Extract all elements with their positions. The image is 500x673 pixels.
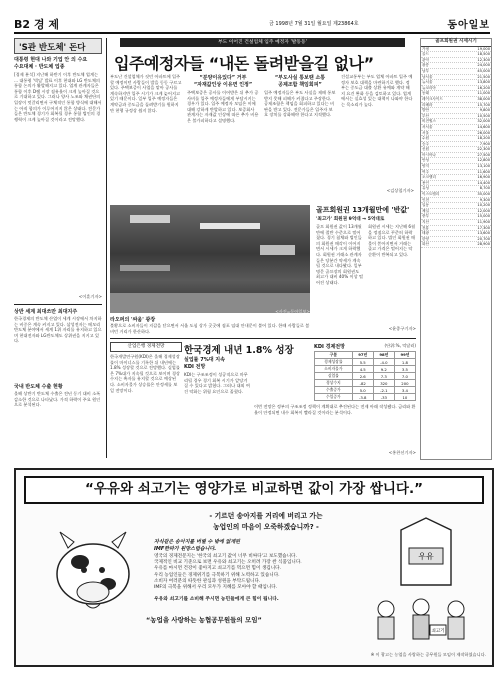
left-headline: 'S관 반도체' 돈다 xyxy=(19,43,86,53)
market-course-name: 부산 xyxy=(422,113,429,118)
photo-caption: 불황으로 소비자들이 지갑을 닫으면서 서울 도심 상가 곳곳에 점포 임대 안내문이 붙어 있다. 한때 사람들로 붐비던 거리가 한산하다. xyxy=(110,323,310,334)
market-course-name: 관악 xyxy=(422,57,429,62)
table-row xyxy=(315,380,416,387)
table-cell: 1.8 xyxy=(394,359,415,366)
market-course-name: 동래 xyxy=(422,91,429,96)
table-cell: 9.2 xyxy=(373,366,394,373)
market-price: 16,200 xyxy=(477,85,490,90)
economy-subhead: 실업률 7%대 지속 xyxy=(184,357,225,363)
market-course-name: 신원 xyxy=(422,147,429,152)
market-course-name: 태광 xyxy=(422,231,429,236)
farmers-illustration xyxy=(366,595,481,650)
table-cell: 4.5 xyxy=(352,366,373,373)
table-cell: 5.0 xyxy=(352,387,373,394)
top-story-col3: 입주 예정자들은 부도 사실을 제때 통보받지 못해 피해가 커졌다고 주장한다. 공제조합은 책임을 회피하고 있다는 비판을 받고 있다. 전문가들은 입주자 보호 장치를 강화해야 한다고 지적했다. xyxy=(264,90,336,118)
table-cell: -2.1 xyxy=(373,387,394,394)
left-byline: <이훈기자> xyxy=(78,294,102,299)
market-price: 9,300 xyxy=(479,197,490,202)
market-course-name: 남서울 xyxy=(422,74,433,79)
table-cell: 수입증가 xyxy=(315,394,353,401)
ad-footer: ※ 이 광고는 농업을 사랑하는 공무원들 모임이 제작하였습니다. xyxy=(370,652,486,657)
table-header-cell: 구분 xyxy=(315,352,353,359)
market-price: 27,500 xyxy=(477,152,490,157)
ad-slogan: “농업을 사랑하는 농협공무원들의 모임” xyxy=(146,616,262,624)
ad-sub-2: 농업인의 마음이 오죽하겠습니까? - xyxy=(213,523,319,531)
market-course-name: 일동 xyxy=(422,203,429,208)
market-course-name: 용인 xyxy=(422,180,429,185)
left-subhead-1: 대통령 현대 나와 기업 안 의 수요 xyxy=(14,57,88,63)
table-cell: 소비자물가 xyxy=(315,366,353,373)
left-box2-title: 국내 반도체 수출 현황 xyxy=(14,384,63,390)
market-price: 22,300 xyxy=(477,147,490,152)
milk-beef-ad xyxy=(14,468,494,667)
market-price: 11,600 xyxy=(477,169,490,174)
table-cell: 실업률 xyxy=(315,373,353,380)
market-course-name: 아시아나 xyxy=(422,152,436,157)
table-header-cell: 99년 xyxy=(394,352,415,359)
market-price: 15,000 xyxy=(477,214,490,219)
market-price: 13,800 xyxy=(477,80,490,85)
market-price: 26,000 xyxy=(477,130,490,135)
photo-sign xyxy=(260,245,295,255)
ad-body-line: 소비자 여러분의 따뜻한 관심과 성원을 부탁드립니다. xyxy=(154,578,261,584)
economy-label: 산업은행 경제전망 xyxy=(110,342,182,352)
market-rows xyxy=(421,47,491,248)
cow-illustration xyxy=(38,512,148,622)
table-header-cell: 97년 xyxy=(352,352,373,359)
market-price: 21,500 xyxy=(477,74,490,79)
photo-caption-title: 라오퍼의 '싸움' 광장 xyxy=(110,317,156,323)
table-header xyxy=(315,352,416,359)
farmer-body xyxy=(378,617,394,639)
ad-emphasis-2: IMF한파가 원망스럽습니다. xyxy=(154,546,217,552)
market-price: 18,200 xyxy=(477,136,490,141)
market-course-name: 발안 xyxy=(422,108,429,113)
market-price: 28,900 xyxy=(477,242,490,247)
table-cell: 수출증가 xyxy=(315,387,353,394)
golf-headline: 골프회원권 13개월만에 '반값' xyxy=(316,206,410,214)
ad-body xyxy=(154,554,354,591)
market-price: 35,000 xyxy=(477,192,490,197)
market-course-name: 양지 xyxy=(422,164,429,169)
market-price: 15,700 xyxy=(477,102,490,107)
table-cell: -82 xyxy=(352,380,373,387)
table-cell: 5.5 xyxy=(352,359,373,366)
economy-subhead-2: KDI 전망 xyxy=(184,364,206,370)
market-course-name: 리베라 xyxy=(422,102,433,107)
farmer-head xyxy=(448,601,464,617)
table-cell: 320 xyxy=(373,380,394,387)
column-rule xyxy=(106,38,107,458)
market-course-name: 유성 xyxy=(422,186,429,191)
market-price: 18,500 xyxy=(477,52,490,57)
top-story-sub-b: “부도사실 통보땐 소통 xyxy=(274,75,326,81)
photo-sign xyxy=(120,265,170,271)
market-price: 11,900 xyxy=(477,220,490,224)
page-number: B2 경 제 xyxy=(14,18,59,31)
top-story-byline: <김상철기자> xyxy=(386,188,414,193)
market-course-name: 제일 xyxy=(422,208,429,213)
market-price: 12,800 xyxy=(477,158,490,163)
farmer-head xyxy=(413,599,429,615)
market-course-name: 골드 xyxy=(422,52,429,57)
market-price: 45,000 xyxy=(477,68,490,73)
market-course-name: 한양 xyxy=(422,236,429,241)
street-photo xyxy=(110,205,310,313)
issue-date: 금 1998년 7월 31일 월요일 제23864호 xyxy=(269,21,359,27)
market-course-name: 인천 xyxy=(422,197,429,202)
top-story-sub-a2: “자재값인상 이유면 인정” xyxy=(193,82,253,88)
table-row xyxy=(315,394,416,401)
page-header xyxy=(14,14,490,34)
golf-body: 골프 회원권 값이 13개월 만에 절반 수준으로 떨어졌다. 경기 침체와 법인들의 회원권 매각이 이어지면서 시세가 크게 하락했다. 회원권 거래소 관계자들은 당분간 약세가 계속될 것으로 내다봤다. 일부 명문 골프장의 회원권도 최고가 대비 40% 이상 떨어진 상태다. xyxy=(316,224,363,285)
market-course-name: 중부 xyxy=(422,214,429,219)
market-course-name: 레이크사이드 xyxy=(422,96,443,101)
market-course-name: 가평 xyxy=(422,46,429,51)
farmer-body xyxy=(413,615,429,639)
market-course-name: 승주 xyxy=(422,141,429,146)
photo-sign xyxy=(200,223,260,229)
market-price: 24,000 xyxy=(477,63,490,68)
ad-body-line: 영국의 경제전문지는 '한국의 쇠고기 값이 너무 비싸다'고 보도했습니다. xyxy=(154,554,297,559)
market-price: 13,600 xyxy=(477,231,490,236)
market-course-name: 서서울 xyxy=(422,124,433,129)
ad-body-line: 국제적인 비교 기준으로 보면 우유와 쇠고기는 오히려 가장 싼 식품입니다. xyxy=(154,560,302,566)
ad-headline: “우유와 쇠고기는 영양가로 비교하면 값이 가장 쌉니다.” xyxy=(24,476,484,504)
ad-emphasis-1: 자식같은 송아지를 버릴 수 밖에 없게된 xyxy=(154,539,240,545)
market-course-name: 천룡 xyxy=(422,225,429,230)
market-course-name: 비전힐스 xyxy=(422,119,436,124)
golf-byline: <윤종구기자> xyxy=(388,326,416,331)
market-course-name: 남부 xyxy=(422,68,429,73)
golf-story xyxy=(316,205,416,335)
newspaper-brand: 동아일보 xyxy=(447,20,490,31)
ad-closing: 우유와 쇠고기를 소비해 주시면 농민들에게 큰 힘이 됩니다. xyxy=(154,597,279,602)
left-headline-box xyxy=(14,38,102,54)
market-course-name: 뉴코리아 xyxy=(422,85,436,90)
table-cell: -4.0 xyxy=(373,359,394,366)
market-price: 7,900 xyxy=(479,141,490,146)
cow-horn xyxy=(60,532,74,548)
market-price: 16,900 xyxy=(477,175,490,180)
cow-spot xyxy=(71,555,89,569)
market-price: 17,300 xyxy=(477,225,490,230)
table-cell: 200 xyxy=(394,380,415,387)
top-story-kicker: 부도 이어진 건설업체 입주 예정자 '발동동' xyxy=(120,38,405,47)
cow-horn xyxy=(112,532,126,548)
left-column xyxy=(14,38,102,458)
market-price: 13,100 xyxy=(477,164,490,169)
left-box-title: 상반 세계 최대쓰만 최대지주 xyxy=(14,309,78,315)
market-title: 골프회원권 시세시기 xyxy=(421,39,491,47)
table-row xyxy=(315,359,416,366)
top-story-col4: 건설교통부는 부도 업체 아파트 입주 예정자 보호 대책을 마련하기로 했다. 정부는 중도금 대출 상환 유예와 계약 해지 요건 완화 등을 검토하고 있다. 업계에서는 실효성 있는 대책이 나와야 한다는 목소리가 높다. xyxy=(341,74,413,107)
table-cell: 7.3 xyxy=(373,373,394,380)
economy-table-title: KDI 경제전망 xyxy=(314,344,345,350)
market-price: 20,700 xyxy=(477,236,490,241)
market-course-name: 화산 xyxy=(422,242,429,247)
milk-carton-illustration xyxy=(381,510,476,590)
economy-right-body: 이번 전망은 정부의 구조조정 정책이 계획대로 추진된다는 전제 아래 작성됐다. 금리와 환율이 안정되면 내수 회복이 빨라질 것이라는 분석이다. xyxy=(254,404,416,415)
market-course-name: 광릉 xyxy=(422,63,429,68)
top-story xyxy=(110,38,415,198)
market-price: 8,700 xyxy=(479,186,490,191)
economy-byline: <홍찬선기자> xyxy=(388,450,416,455)
market-row xyxy=(421,242,491,248)
market-course-name: 지산 xyxy=(422,220,429,224)
cow-muzzle xyxy=(77,582,109,602)
table-row xyxy=(315,387,416,394)
market-course-name: 여주 xyxy=(422,169,429,174)
top-story-col2: 주택보증은 공사를 이어받은 뒤 추가 공사비를 입주 예정자들에게 부담시키는 경우가 있다. 입주 예정자 모임은 이에 대해 강하게 반발하고 있다. 보증회사 관계자는 자재값 인상에 따른 추가 비용은 불가피하다고 설명했다. xyxy=(187,90,259,123)
golf-body-2: 회원권 시세는 지난해 6월을 정점으로 꾸준히 하락하고 있다. 법인 회원권 매물이 쏟아지면서 거래는 줄고 가격은 떨어지는 악순환이 반복되고 있다. xyxy=(368,224,416,257)
market-course-name: 뉴서울 xyxy=(422,80,433,85)
market-price: 11,000 xyxy=(477,91,490,96)
market-course-name: 오크밸리 xyxy=(422,175,436,180)
left-box2-body: 올해 상반기 반도체 수출은 전년 동기 대비 소폭 감소한 것으로 나타났다. 가격 하락이 주요 원인으로 분석된다. xyxy=(14,391,101,408)
ad-body-line: 우리 농업인들은 경제위기를 극복하기 위해 노력하고 있습니다. xyxy=(154,572,280,578)
table-cell: 10 xyxy=(394,394,415,401)
economy-table xyxy=(314,351,416,401)
market-course-name: 이스트밸리 xyxy=(422,192,440,197)
golf-subhead: '최고가' 회원권 9억대 → 5억대로 xyxy=(316,217,385,222)
market-price: 10,200 xyxy=(477,203,490,208)
sign-text: 쇠고기 xyxy=(431,629,445,634)
left-divider xyxy=(14,304,102,305)
economy-story xyxy=(110,342,416,460)
top-story-headline: 입주예정자들 “내돈 돌려받을길 없나” xyxy=(114,54,374,73)
market-course-name: 안성 xyxy=(422,158,429,163)
ad-body-line: 우유를 마시면 건강이 좋아지고 쇠고기를 먹으면 힘이 생깁니다. xyxy=(154,566,282,572)
market-price: 10,500 xyxy=(477,113,490,118)
cow-eye xyxy=(81,567,87,573)
table-cell: 7.0 xyxy=(394,373,415,380)
table-header-cell: 98년 xyxy=(373,352,394,359)
top-story-col1: 부도난 건설업체가 짓던 아파트에 입주할 예정이던 사람들이 발을 동동 구르고 있다. 주택보증이 사업을 맡아 공사를 계속하지만 입주 시기가 크게 늦어지고 있기 때문이다. 일부 입주 예정자들은 계약금과 중도금을 돌려받기를 원하지만 현행 규정상 쉽지 않다. xyxy=(110,74,182,113)
market-price: 12,000 xyxy=(477,208,490,213)
table-cell: 3.4 xyxy=(394,387,415,394)
market-price: 9,800 xyxy=(479,108,490,113)
economy-table-unit: (단위:%, 억달러) xyxy=(384,343,416,348)
mid-divider xyxy=(110,338,416,339)
cow-eye xyxy=(99,567,105,573)
golf-price-table xyxy=(420,38,492,460)
top-story-sub-b2: 공제조합 책임회피” xyxy=(278,82,322,88)
market-price: 19,000 xyxy=(477,46,490,51)
table-cell: 3.5 xyxy=(394,366,415,373)
farmer-head xyxy=(378,601,394,617)
photo-sign xyxy=(130,215,170,223)
table-body xyxy=(315,359,416,401)
market-price: 32,000 xyxy=(477,119,490,124)
table-cell: -33 xyxy=(373,394,394,401)
table-cell: 경제성장률 xyxy=(315,359,353,366)
top-story-sub-a: “분양이유있다” 거부 xyxy=(199,75,247,81)
carton-label: 우유 xyxy=(418,552,434,561)
farmer-body xyxy=(448,617,464,639)
photo-credit: <사진=동아일보> xyxy=(275,309,310,314)
table-row xyxy=(315,366,416,373)
table-cell: 경상수지 xyxy=(315,380,353,387)
left-box-body: 한국경제의 반도체 산업이 세계 시장에서 차지하는 비중은 계속 커지고 있다. 삼성전자는 메모리 반도체 분야에서 세계 1위 자리를 유지하고 있으며 현대전자와 LG반도체도 상위권을 지키고 있다. xyxy=(14,316,102,344)
market-price: 12,300 xyxy=(477,57,490,62)
economy-headline: 한국경제 내년 1.8% 성장 xyxy=(184,345,294,356)
ad-body-line: IMF의 극복을 위해서 우리 모두가 지혜를 모아야 할 때입니다. xyxy=(154,585,278,591)
market-price: 14,600 xyxy=(477,124,490,129)
table-cell: 2.6 xyxy=(352,373,373,380)
market-price: 38,000 xyxy=(477,96,490,101)
ad-sub-1: - 기르던 송아지를 거리에 버리고 가는 xyxy=(209,512,323,520)
table-row xyxy=(315,373,416,380)
market-course-name: 수원 xyxy=(422,136,429,141)
economy-body-2: KDI는 구조조정이 성공적으로 마무리될 경우 경기 회복 시기가 앞당겨질 수 있다고 밝혔다. 그러나 대외 여건 악화는 위험 요인으로 꼽혔다. xyxy=(184,372,250,394)
market-course-name: 서울 xyxy=(422,130,429,135)
economy-body: 한국개발연구원(KDI)은 올해 경제성장률이 마이너스를 기록한 뒤 내년에는 1.8% 성장할 것으로 전망했다. 실업률은 7%대가 지속될 것으로 보이며 경상수지는 흑자를 유지할 것으로 예상된다. 소비자물가 상승률은 안정세를 보일 전망이다. xyxy=(110,354,180,393)
table-cell: -3.8 xyxy=(352,394,373,401)
market-price: 14,400 xyxy=(477,180,490,185)
left-body: [경제 분석] 지난해 하반기 이후 반도체 업계는 ... 대통령 '빅딜' 발표 이후 현대와 LG 반도체의 통합 논의가 활발해지고 있다. 업계 관계자들은 통합 이후 D램 시장 점유율이 크게 높아질 것으로 기대하고 있다. 그러나 양사 노조와 채권단의 입장이 엇갈리면서 구체적인 통합 방식에 대해서는 아직 합의가 이루어지지 않은 상태다. 전문가들은 반도체 경기가 회복될 경우 통합 법인의 경쟁력이 크게 높아질 것이라고 전망했다. xyxy=(14,72,102,122)
left-subhead-2: 수요대체 · 반도체 업종 xyxy=(14,64,65,70)
